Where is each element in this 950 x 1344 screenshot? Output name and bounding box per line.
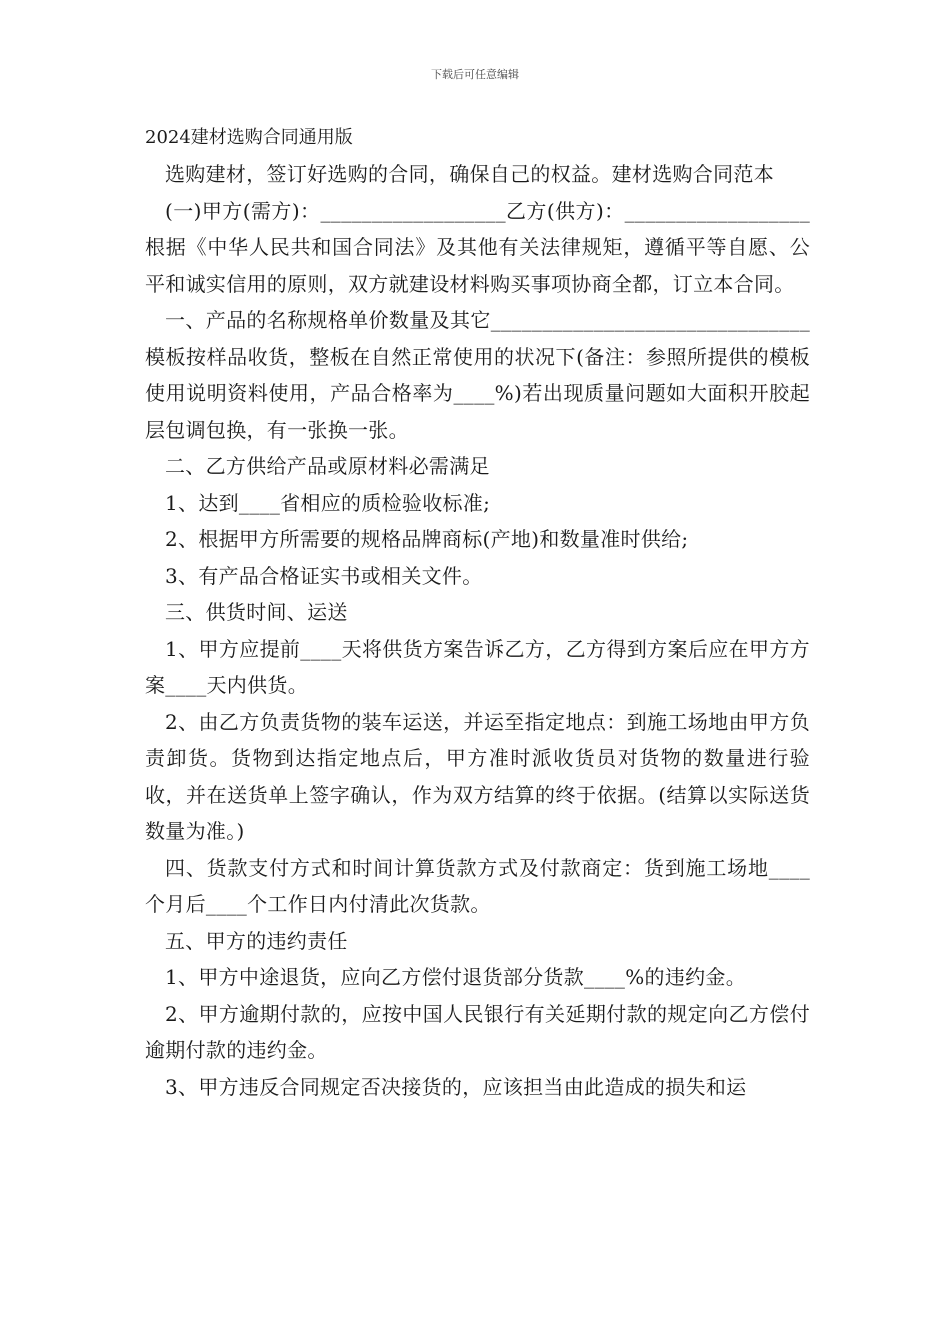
clause-3-item-1: 1、甲方应提前____天将供货方案告诉乙方，乙方得到方案后应在甲方方案____天内供货。 (145, 636, 810, 697)
clause-5-heading: 五、甲方的违约责任 (165, 928, 348, 953)
parties-paragraph: (一)甲方(需方)：__________________乙方(供方)：__________________根据《中华人民共和国合同法》及其他有关法律规矩，遵循平等自愿、公平和诚实信用的原则，双方就建设材料购买事项协商全都，订立本合同。 (145, 198, 810, 296)
page-header: 下载后可任意编辑 (431, 68, 519, 81)
clause-1-paragraph: 一、产品的名称规格单价数量及其它_______________________________模板按样品收货，整板在自然正常使用的状况下(备注：参照所提供的模板使用说明资料使用，产品合格率为____%)若出现质量问题如大面积开胶起层包调包换，有一张换一张。 (145, 308, 810, 442)
document-body (145, 120, 810, 1105)
clause-5-item-2: 2、甲方逾期付款的，应按中国人民银行有关延期付款的规定向乙方偿付逾期付款的违约金。 (145, 1001, 810, 1062)
intro-paragraph: 选购建材，签订好选购的合同，确保自己的权益。建材选购合同范本 (165, 162, 774, 186)
clause-4-paragraph: 四、货款支付方式和时间计算货款方式及付款商定：货到施工场地____个月后____个工作日内付清此次货款。 (145, 855, 810, 916)
clause-5-item-1: 1、甲方中途退货，应向乙方偿付退货部分货款____%的违约金。 (165, 965, 747, 989)
clause-2-item-1: 1、达到____省相应的质检验收标准; (165, 490, 491, 515)
document-title: 2024建材选购合同通用版 (145, 127, 353, 148)
clause-3-heading: 三、供货时间、运送 (165, 600, 348, 624)
clause-2-heading: 二、乙方供给产品或原材料必需满足 (165, 454, 490, 478)
clause-5-item-3: 3、甲方违反合同规定否决接货的，应该担当由此造成的损失和运 (165, 1074, 747, 1099)
clause-3-item-2: 2、由乙方负责货物的装车运送，并运至指定地点：到施工场地由甲方负责卸货。货物到达指定地点后，甲方准时派收货员对货物的数量进行验收，并在送货单上签字确认，作为双方结算的终于依据。(结算以实际送货数量为准。) (145, 709, 810, 843)
clause-2-item-2: 2、根据甲方所需要的规格品牌商标(产地)和数量准时供给; (165, 527, 689, 551)
clause-2-item-3: 3、有产品合格证实书或相关文件。 (165, 563, 483, 588)
